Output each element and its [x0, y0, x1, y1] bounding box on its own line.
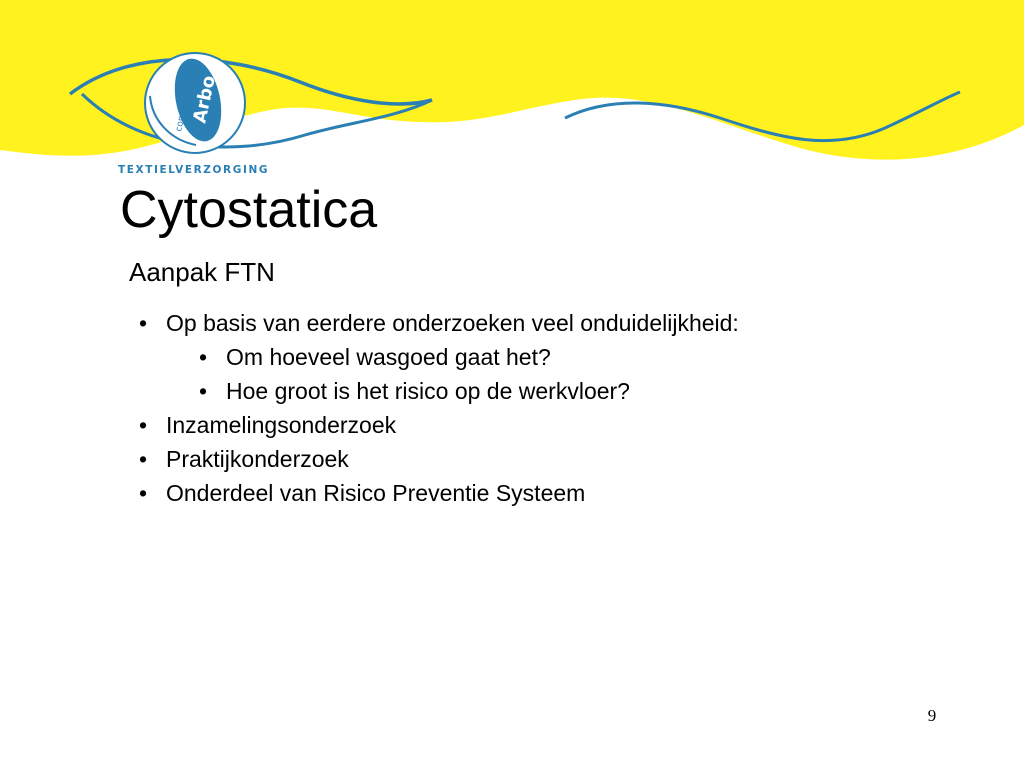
- page-number: 9: [927, 706, 937, 725]
- bullet-text: Op basis van eerdere onderzoeken veel onduidelijkheid:: [166, 310, 739, 336]
- logo-emblem: [145, 53, 245, 153]
- bullet-item: [0, 374, 739, 408]
- bullet-marker: •: [199, 378, 208, 404]
- bullet-item: [0, 442, 739, 476]
- bullet-item: [0, 408, 739, 442]
- bullet-marker: •: [139, 446, 148, 472]
- bullet-item: [0, 340, 739, 374]
- bullet-text: Om hoeveel wasgoed gaat het?: [226, 344, 551, 370]
- bullet-text: Hoe groot is het risico op de werkvloer?: [226, 378, 630, 404]
- bullet-list: [0, 306, 739, 510]
- bullet-marker: •: [139, 480, 148, 506]
- bullet-item: [0, 476, 739, 510]
- logo-caption: TEXTIELVERZORGING: [118, 164, 270, 176]
- logo-word: Arbo: [189, 73, 220, 126]
- bullet-text: Praktijkonderzoek: [166, 446, 349, 472]
- bullet-item: [0, 306, 739, 340]
- bullet-marker: •: [139, 310, 148, 336]
- slide-subtitle: Aanpak FTN: [129, 257, 275, 287]
- slide-title: Cytostatica: [120, 181, 378, 239]
- logo-tagline: convenant: [174, 84, 194, 133]
- bullet-marker: •: [139, 412, 148, 438]
- bullet-text: Inzamelingsonderzoek: [166, 412, 397, 438]
- bullet-text: Onderdeel van Risico Preventie Systeem: [166, 480, 586, 506]
- bullet-marker: •: [199, 344, 208, 370]
